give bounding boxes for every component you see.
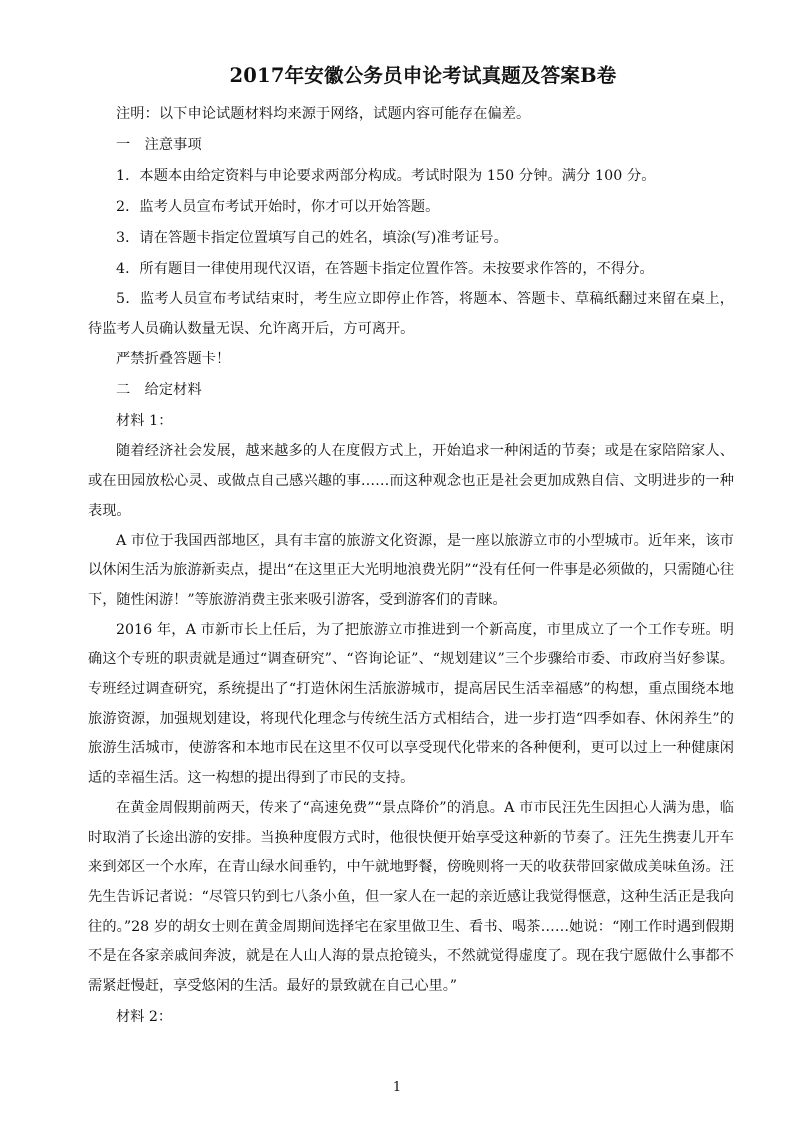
page-number: 1 — [392, 1080, 402, 1095]
material-1-paragraph-4: 在黄金周假期前两天，传来了“高速免费”“景点降价”的消息。A 市市民汪先生因担心人满为患，临时取消了长途出游的安排。当换种度假方式时，他很快便开始享受这种新的节奏了。汪先生携妻儿开车来到郊区一个水库，在青山绿水间垂钓，中午就地野餐，傍晚则将一天的收获带回家做成美味鱼汤。汪先生告诉记者说：“尽管只钓到七八条小鱼，但一家人在一起的亲近感让我觉得惬意，这种生活正是我向往的。”28 岁的胡女士则在黄金周期间选择宅在家里做卫生、看书、喝茶……她说：“刚工作时遇到假期不是在各家亲戚间奔波，就是在人山人海的景点抢镜头，不然就觉得虚度了。现在我宁愿做什么事都不需紧赶慢赶，享受悠闲的生活。最好的景致就在自己心里。” — [88, 799, 734, 995]
material-1-label: 材料 1： — [116, 413, 173, 430]
notice-item-2: 2．监考人员宣布考试开始时，你才可以开始答题。 — [116, 199, 440, 215]
section-heading-materials: 二 给定材料 — [116, 382, 202, 399]
material-1-paragraph-3: 2016 年，A 市新市长上任后，为了把旅游立市推进到一个新高度，市里成立了一个工作专班。明确这个专班的职责就是通过“调查研究”、“咨询论证”、“规划建议”三个步骤给市委、市政府当好参谋。专班经过调查研究，系统提出了“打造休闲生活旅游城市，提高居民生活幸福感”的构想，重点围绕本地旅游资源，加强规划建设，将现代化理念与传统生活方式相结合，进一步打造“四季如春、休闲养生”的旅游生活城市，使游客和本地市民在这里不仅可以享受现代化带来的各种便利，更可以过上一种健康闲适的幸福生活。这一构想的提出得到了市民的支持。 — [88, 621, 734, 787]
notice-item-1: 1．本题本由给定资料与申论要求两部分构成。考试时限为 150 分钟。满分 100 分。 — [116, 168, 656, 184]
section-heading-notice: 一 注意事项 — [116, 137, 202, 153]
material-1-paragraph-1: 随着经济社会发展，越来越多的人在度假方式上，开始追求一种闲适的节奏；或是在家陪陪家人、或在田园放松心灵、或做点自己感兴趣的事……而这种观念也正是社会更加成熟自信、文明进步的一种表现。 — [88, 443, 734, 519]
document-title: 2017年安徽公务员申论考试真题及答案B卷 — [229, 64, 617, 87]
source-note: 注明：以下申论试题材料均来源于网络，试题内容可能存在偏差。 — [116, 106, 531, 122]
material-1-paragraph-2: A 市位于我国西部地区，具有丰富的旅游文化资源，是一座以旅游立市的小型城市。近年来，该市以休闲生活为旅游新卖点，提出“在这里正大光明地浪费光阴”“没有任何一件事是必须做的，只需随心往下，随性闲游！”等旅游消费主张来吸引游客，受到游客们的青睐。 — [88, 532, 735, 608]
notice-item-3: 3．请在答题卡指定位置填写自己的姓名，填涂(写)准考证号。 — [116, 230, 508, 246]
notice-item-5: 5．监考人员宣布考试结束时，考生应立即停止作答，将题本、答题卡、草稿纸翻过来留在桌上，待监考人员确认数量无误、允许离开后，方可离开。 — [88, 291, 734, 337]
warning-text: 严禁折叠答题卡！ — [116, 351, 231, 368]
material-2-label: 材料 2： — [116, 1008, 173, 1025]
notice-item-4: 4．所有题目一律使用现代汉语，在答题卡指定位置作答。未按要求作答的，不得分。 — [116, 261, 654, 277]
